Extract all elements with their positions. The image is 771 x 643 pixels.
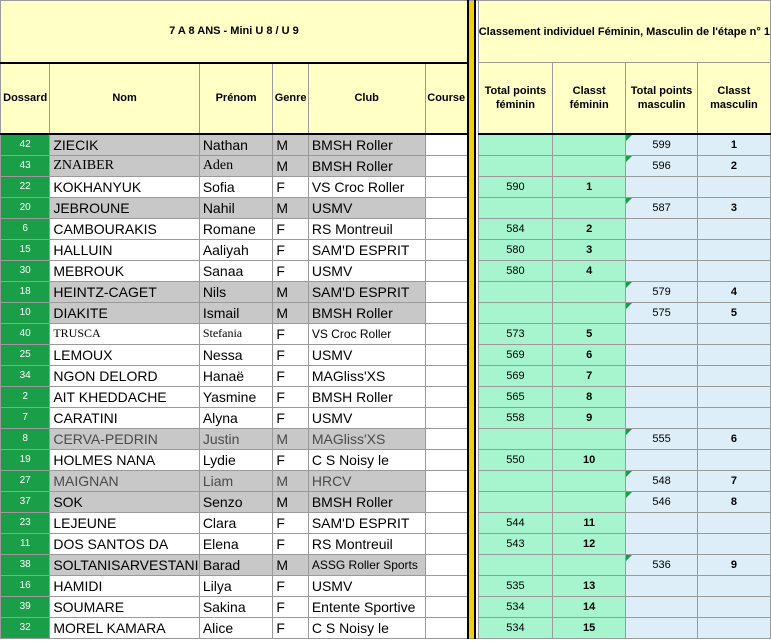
cell-nom[interactable]: DOS SANTOS DA [50, 533, 199, 554]
cell-prenom[interactable]: Yasmine [199, 386, 273, 407]
cell-genre[interactable]: F [273, 533, 309, 554]
cell-total-masculin[interactable] [626, 449, 698, 470]
cell-total-feminin[interactable]: 569 [478, 344, 552, 365]
cell-club[interactable]: HRCV [308, 470, 425, 491]
table-row [1, 176, 771, 197]
cell-nom[interactable]: ZNAIBER [50, 155, 199, 176]
cell-club[interactable]: C S Noisy le [308, 449, 425, 470]
cell-course[interactable] [425, 365, 468, 386]
table-row [1, 449, 771, 470]
cell-genre[interactable]: F [273, 218, 309, 239]
cell-classt-feminin[interactable] [553, 155, 626, 176]
cell-classt-feminin[interactable]: 11 [553, 512, 626, 533]
cell-classt-feminin[interactable]: 5 [553, 323, 626, 344]
cell-club[interactable]: BMSH Roller [308, 491, 425, 512]
cell-nom[interactable]: TRUSCA [50, 323, 199, 344]
cell-classt-masculin[interactable]: 7 [697, 470, 770, 491]
cell-club[interactable]: C S Noisy le [308, 617, 425, 638]
cell-genre[interactable]: M [273, 197, 309, 218]
cell-classt-feminin[interactable] [553, 197, 626, 218]
cell-genre[interactable]: F [273, 596, 309, 617]
table-row [1, 554, 771, 575]
cell-total-masculin[interactable] [626, 575, 698, 596]
cell-total-feminin[interactable]: 580 [478, 239, 552, 260]
cell-course[interactable] [425, 260, 468, 281]
table-row [1, 428, 771, 449]
cell-genre[interactable]: F [273, 407, 309, 428]
cell-classt-feminin[interactable] [553, 281, 626, 302]
cell-genre[interactable]: F [273, 323, 309, 344]
cell-prenom[interactable]: Ismail [199, 302, 273, 323]
header-prenom[interactable]: Prénom [199, 63, 273, 134]
cell-dossard[interactable]: 40 [1, 323, 50, 344]
cell-nom[interactable]: NGON DELORD [50, 365, 199, 386]
table-row [1, 155, 771, 176]
table-row [1, 323, 771, 344]
cell-classt-feminin[interactable] [553, 491, 626, 512]
cell-genre[interactable]: M [273, 134, 309, 156]
cell-genre[interactable]: F [273, 575, 309, 596]
cell-classt-feminin[interactable]: 2 [553, 218, 626, 239]
cell-classt-masculin[interactable] [697, 596, 770, 617]
cell-total-masculin[interactable]: 596 [626, 155, 698, 176]
table-row [1, 470, 771, 491]
header-genre[interactable]: Genre [273, 63, 309, 134]
cell-prenom[interactable]: Stefania [199, 323, 273, 344]
cell-total-feminin[interactable]: 543 [478, 533, 552, 554]
cell-nom[interactable]: CAMBOURAKIS [50, 218, 199, 239]
cell-dossard[interactable]: 22 [1, 176, 50, 197]
cell-classt-masculin[interactable] [697, 512, 770, 533]
cell-dossard[interactable]: 18 [1, 281, 50, 302]
cell-nom[interactable]: HOLMES NANA [50, 449, 199, 470]
cell-total-masculin[interactable] [626, 512, 698, 533]
cell-classt-feminin[interactable] [553, 428, 626, 449]
cell-genre[interactable]: F [273, 449, 309, 470]
cell-course[interactable] [425, 239, 468, 260]
cell-dossard[interactable]: 30 [1, 260, 50, 281]
cell-club[interactable]: USMV [308, 260, 425, 281]
cell-prenom[interactable]: Alyna [199, 407, 273, 428]
cell-nom[interactable]: HAMIDI [50, 575, 199, 596]
cell-classt-feminin[interactable]: 15 [553, 617, 626, 638]
cell-total-masculin[interactable] [626, 365, 698, 386]
cell-classt-masculin[interactable] [697, 239, 770, 260]
cell-dossard[interactable]: 11 [1, 533, 50, 554]
cell-classt-masculin[interactable]: 6 [697, 428, 770, 449]
cell-course[interactable] [425, 554, 468, 575]
table-row [1, 365, 771, 386]
cell-nom[interactable]: SOLTANISARVESTANI [50, 554, 199, 575]
table-row [1, 302, 771, 323]
cell-total-masculin[interactable]: 579 [626, 281, 698, 302]
cell-classt-masculin[interactable] [697, 344, 770, 365]
cell-total-feminin[interactable]: 590 [478, 176, 552, 197]
classement-title[interactable]: Classement individuel Féminin, Masculin de l'étape n° 1 [478, 1, 770, 63]
cell-classt-masculin[interactable]: 9 [697, 554, 770, 575]
cell-club[interactable]: USMV [308, 197, 425, 218]
cell-prenom[interactable]: Nathan [199, 134, 273, 156]
cell-genre[interactable]: F [273, 176, 309, 197]
cell-classt-feminin[interactable] [553, 302, 626, 323]
cell-prenom[interactable]: Sofia [199, 176, 273, 197]
cell-total-masculin[interactable]: 555 [626, 428, 698, 449]
cell-club[interactable]: VS Croc Roller [308, 323, 425, 344]
cell-prenom[interactable]: Nils [199, 281, 273, 302]
cell-classt-feminin[interactable]: 8 [553, 386, 626, 407]
cell-classt-masculin[interactable]: 5 [697, 302, 770, 323]
cell-prenom[interactable]: Justin [199, 428, 273, 449]
table-row [1, 281, 771, 302]
cell-classt-masculin[interactable]: 1 [697, 134, 770, 156]
cell-total-feminin[interactable] [478, 134, 552, 156]
cell-total-feminin[interactable] [478, 491, 552, 512]
table-row [1, 596, 771, 617]
cell-course[interactable] [425, 281, 468, 302]
cell-prenom[interactable]: Nessa [199, 344, 273, 365]
cell-genre[interactable]: M [273, 155, 309, 176]
cell-classt-feminin[interactable]: 14 [553, 596, 626, 617]
cell-nom[interactable]: LEMOUX [50, 344, 199, 365]
cell-classt-feminin[interactable] [553, 134, 626, 156]
cell-classt-feminin[interactable]: 4 [553, 260, 626, 281]
cell-nom[interactable]: HALLUIN [50, 239, 199, 260]
cell-dossard[interactable]: 39 [1, 596, 50, 617]
cell-club[interactable]: MAGliss'XS [308, 365, 425, 386]
header-nom[interactable]: Nom [50, 63, 199, 134]
header-dossard[interactable]: Dossard [1, 63, 50, 134]
table-row [1, 575, 771, 596]
cell-total-masculin[interactable]: 575 [626, 302, 698, 323]
table-row [1, 407, 771, 428]
header-classt-feminin[interactable]: Classt féminin [553, 63, 626, 134]
cell-prenom[interactable]: Sanaa [199, 260, 273, 281]
cell-total-feminin[interactable]: 544 [478, 512, 552, 533]
cell-classt-masculin[interactable]: 4 [697, 281, 770, 302]
cell-club[interactable]: MAGliss'XS [308, 428, 425, 449]
cell-nom[interactable]: JEBROUNE [50, 197, 199, 218]
cell-course[interactable] [425, 407, 468, 428]
cell-nom[interactable]: MAIGNAN [50, 470, 199, 491]
cell-genre[interactable]: M [273, 281, 309, 302]
cell-dossard[interactable]: 15 [1, 239, 50, 260]
cell-nom[interactable]: CARATINI [50, 407, 199, 428]
cell-total-feminin[interactable] [478, 554, 552, 575]
cell-prenom[interactable]: Lilya [199, 575, 273, 596]
cell-course[interactable] [425, 155, 468, 176]
cell-nom[interactable]: SOUMARE [50, 596, 199, 617]
cell-course[interactable] [425, 596, 468, 617]
cell-dossard[interactable]: 25 [1, 344, 50, 365]
cell-total-feminin[interactable]: 550 [478, 449, 552, 470]
cell-total-feminin[interactable] [478, 428, 552, 449]
cell-club[interactable]: USMV [308, 575, 425, 596]
cell-prenom[interactable]: Sakina [199, 596, 273, 617]
cell-nom[interactable]: MOREL KAMARA [50, 617, 199, 638]
table-row [1, 344, 771, 365]
cell-genre[interactable]: M [273, 491, 309, 512]
cell-dossard[interactable]: 23 [1, 512, 50, 533]
cell-classt-masculin[interactable] [697, 323, 770, 344]
table-row [1, 218, 771, 239]
table-row [1, 239, 771, 260]
cell-total-masculin[interactable] [626, 260, 698, 281]
cell-nom[interactable]: LEJEUNE [50, 512, 199, 533]
cell-prenom[interactable]: Liam [199, 470, 273, 491]
cell-nom[interactable]: CERVA-PEDRIN [50, 428, 199, 449]
cell-classt-masculin[interactable] [697, 365, 770, 386]
cell-club[interactable]: BMSH Roller [308, 386, 425, 407]
cell-course[interactable] [425, 302, 468, 323]
cell-prenom[interactable]: Nahil [199, 197, 273, 218]
cell-course[interactable] [425, 218, 468, 239]
cell-classt-feminin[interactable]: 12 [553, 533, 626, 554]
cell-classt-feminin[interactable]: 7 [553, 365, 626, 386]
cell-total-masculin[interactable] [626, 218, 698, 239]
cell-dossard[interactable]: 7 [1, 407, 50, 428]
cell-dossard[interactable]: 19 [1, 449, 50, 470]
cell-classt-masculin[interactable]: 2 [697, 155, 770, 176]
header-total-masculin[interactable]: Total points masculin [626, 63, 698, 134]
cell-classt-feminin[interactable]: 9 [553, 407, 626, 428]
cell-course[interactable] [425, 449, 468, 470]
cell-total-feminin[interactable]: 535 [478, 575, 552, 596]
cell-dossard[interactable]: 43 [1, 155, 50, 176]
cell-genre[interactable]: F [273, 365, 309, 386]
cell-genre[interactable]: F [273, 617, 309, 638]
cell-club[interactable]: SAM'D ESPRIT [308, 281, 425, 302]
cell-classt-feminin[interactable]: 1 [553, 176, 626, 197]
cell-classt-masculin[interactable] [697, 533, 770, 554]
cell-genre[interactable]: F [273, 239, 309, 260]
table-row [1, 386, 771, 407]
cell-course[interactable] [425, 344, 468, 365]
cell-total-feminin[interactable]: 534 [478, 596, 552, 617]
cell-dossard[interactable]: 38 [1, 554, 50, 575]
table-row [1, 617, 771, 638]
cell-genre[interactable]: F [273, 260, 309, 281]
cell-nom[interactable]: SOK [50, 491, 199, 512]
cell-total-feminin[interactable]: 569 [478, 365, 552, 386]
cell-classt-masculin[interactable] [697, 449, 770, 470]
cell-classt-masculin[interactable] [697, 386, 770, 407]
cell-dossard[interactable]: 42 [1, 134, 50, 156]
column-separator [468, 1, 475, 639]
header-club[interactable]: Club [308, 63, 425, 134]
header-course[interactable]: Course [425, 63, 468, 134]
cell-course[interactable] [425, 176, 468, 197]
cell-course[interactable] [425, 470, 468, 491]
cell-total-feminin[interactable]: 584 [478, 218, 552, 239]
cell-total-masculin[interactable] [626, 344, 698, 365]
cell-club[interactable]: SAM'D ESPRIT [308, 239, 425, 260]
cell-total-feminin[interactable]: 534 [478, 617, 552, 638]
cell-prenom[interactable]: Hanaë [199, 365, 273, 386]
cell-total-masculin[interactable] [626, 533, 698, 554]
cell-total-masculin[interactable] [626, 386, 698, 407]
cell-total-masculin[interactable] [626, 176, 698, 197]
cell-club[interactable]: USMV [308, 407, 425, 428]
cell-dossard[interactable]: 2 [1, 386, 50, 407]
header-classt-masculin[interactable]: Classt masculin [697, 63, 770, 134]
cell-classt-masculin[interactable] [697, 575, 770, 596]
cell-nom[interactable]: HEINTZ-CAGET [50, 281, 199, 302]
cell-total-masculin[interactable]: 599 [626, 134, 698, 156]
cell-total-feminin[interactable] [478, 155, 552, 176]
cell-dossard[interactable]: 8 [1, 428, 50, 449]
cell-total-feminin[interactable]: 573 [478, 323, 552, 344]
cell-club[interactable]: USMV [308, 344, 425, 365]
cell-total-feminin[interactable]: 565 [478, 386, 552, 407]
table-row [1, 134, 771, 156]
cell-dossard[interactable]: 20 [1, 197, 50, 218]
table-row [1, 512, 771, 533]
cell-dossard[interactable]: 16 [1, 575, 50, 596]
cell-total-masculin[interactable] [626, 407, 698, 428]
table-row [1, 260, 771, 281]
cell-genre[interactable]: F [273, 512, 309, 533]
cell-classt-masculin[interactable] [697, 617, 770, 638]
cell-course[interactable] [425, 134, 468, 156]
cell-classt-feminin[interactable]: 3 [553, 239, 626, 260]
cell-total-feminin[interactable] [478, 281, 552, 302]
cell-club[interactable]: SAM'D ESPRIT [308, 512, 425, 533]
cell-classt-feminin[interactable] [553, 554, 626, 575]
cell-course[interactable] [425, 617, 468, 638]
cell-prenom[interactable]: Aaliyah [199, 239, 273, 260]
cell-prenom[interactable]: Lydie [199, 449, 273, 470]
category-title[interactable]: 7 A 8 ANS - Mini U 8 / U 9 [1, 1, 468, 63]
cell-classt-masculin[interactable] [697, 407, 770, 428]
cell-dossard[interactable]: 37 [1, 491, 50, 512]
cell-total-feminin[interactable]: 580 [478, 260, 552, 281]
cell-prenom[interactable]: Elena [199, 533, 273, 554]
cell-genre[interactable]: F [273, 344, 309, 365]
cell-club[interactable]: BMSH Roller [308, 155, 425, 176]
cell-total-feminin[interactable] [478, 302, 552, 323]
cell-total-masculin[interactable]: 548 [626, 470, 698, 491]
cell-classt-masculin[interactable]: 8 [697, 491, 770, 512]
cell-club[interactable]: ASSG Roller Sports [308, 554, 425, 575]
cell-club[interactable]: VS Croc Roller [308, 176, 425, 197]
cell-genre[interactable]: F [273, 386, 309, 407]
cell-genre[interactable]: M [273, 428, 309, 449]
cell-classt-masculin[interactable] [697, 260, 770, 281]
cell-genre[interactable]: M [273, 554, 309, 575]
table-row [1, 491, 771, 512]
cell-course[interactable] [425, 323, 468, 344]
cell-genre[interactable]: M [273, 302, 309, 323]
cell-course[interactable] [425, 428, 468, 449]
cell-club[interactable]: BMSH Roller [308, 134, 425, 156]
cell-course[interactable] [425, 533, 468, 554]
cell-genre[interactable]: M [273, 470, 309, 491]
cell-prenom[interactable]: Barad [199, 554, 273, 575]
cell-total-feminin[interactable] [478, 197, 552, 218]
cell-club[interactable]: Entente Sportive [308, 596, 425, 617]
cell-total-masculin[interactable] [626, 617, 698, 638]
cell-dossard[interactable]: 27 [1, 470, 50, 491]
cell-course[interactable] [425, 197, 468, 218]
cell-classt-masculin[interactable] [697, 218, 770, 239]
cell-classt-feminin[interactable] [553, 470, 626, 491]
cell-prenom[interactable]: Senzo [199, 491, 273, 512]
cell-club[interactable]: RS Montreuil [308, 218, 425, 239]
cell-prenom[interactable]: Romane [199, 218, 273, 239]
cell-nom[interactable]: KOKHANYUK [50, 176, 199, 197]
table-row [1, 533, 771, 554]
cell-total-masculin[interactable]: 546 [626, 491, 698, 512]
cell-course[interactable] [425, 386, 468, 407]
cell-course[interactable] [425, 575, 468, 596]
cell-club[interactable]: BMSH Roller [308, 302, 425, 323]
cell-total-feminin[interactable] [478, 470, 552, 491]
cell-classt-masculin[interactable] [697, 176, 770, 197]
cell-classt-feminin[interactable]: 10 [553, 449, 626, 470]
cell-prenom[interactable]: Clara [199, 512, 273, 533]
cell-prenom[interactable]: Aden [199, 155, 273, 176]
cell-course[interactable] [425, 512, 468, 533]
cell-dossard[interactable]: 34 [1, 365, 50, 386]
cell-total-masculin[interactable] [626, 323, 698, 344]
cell-classt-masculin[interactable]: 3 [697, 197, 770, 218]
cell-nom[interactable]: ZIECIK [50, 134, 199, 156]
cell-total-masculin[interactable]: 587 [626, 197, 698, 218]
cell-nom[interactable]: MEBROUK [50, 260, 199, 281]
cell-nom[interactable]: DIAKITE [50, 302, 199, 323]
cell-total-masculin[interactable]: 536 [626, 554, 698, 575]
cell-dossard[interactable]: 32 [1, 617, 50, 638]
cell-total-masculin[interactable] [626, 239, 698, 260]
cell-nom[interactable]: AIT KHEDDACHE [50, 386, 199, 407]
cell-classt-feminin[interactable]: 6 [553, 344, 626, 365]
header-total-feminin[interactable]: Total points féminin [478, 63, 552, 134]
cell-club[interactable]: RS Montreuil [308, 533, 425, 554]
cell-dossard[interactable]: 10 [1, 302, 50, 323]
table-row [1, 197, 771, 218]
cell-classt-feminin[interactable]: 13 [553, 575, 626, 596]
cell-total-feminin[interactable]: 558 [478, 407, 552, 428]
cell-total-masculin[interactable] [626, 596, 698, 617]
cell-course[interactable] [425, 491, 468, 512]
cell-prenom[interactable]: Alice [199, 617, 273, 638]
cell-dossard[interactable]: 6 [1, 218, 50, 239]
